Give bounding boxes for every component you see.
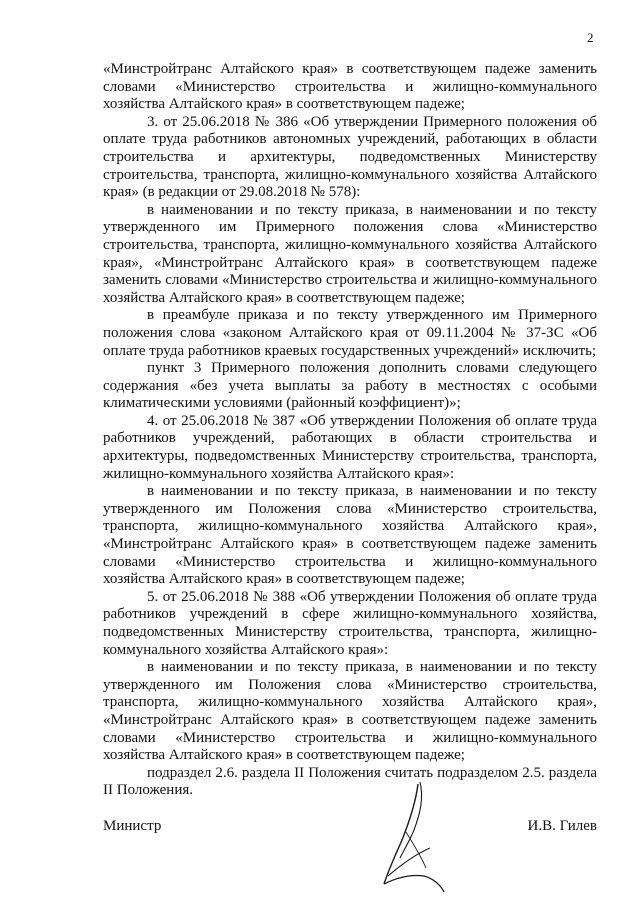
paragraph-item-3-preamble: в преамбуле приказа и по тексту утвержденного им Примерного положения слова «законом Алтайского края от 09.11.2004 № 37-ЗС «Об оплате труда работников краевых государственных учреждений» исключить; [103,307,597,359]
handwritten-signature [380,780,450,900]
paragraph-item-5-rename: в наименовании и по тексту приказа, в наименовании и по тексту утвержденного им Положения слова «Министерство строительства, транспорта, жилищно-коммунального хозяйства Алтайского края», «Минстройтранс Алтайского края» в соответствующем падеже заменить словами «Министерство строительства и жилищно-коммунального хозяйства Алтайского края» в соответствующем падеже; [103,659,597,764]
paragraph-item-3-rename: в наименовании и по тексту приказа, в наименовании и по тексту утвержденного им Примерного положения слова «Министерство строительства, транспорта, жилищно-коммунального хозяйства Алтайского края», «Минстройтранс Алтайского края» в соответствующем падеже заменить словами «Министерство строительства и жилищно-коммунального хозяйства Алтайского края» в соответствующем падеже; [103,201,597,306]
signatory-title: Министр [103,818,162,834]
paragraph-item-4-rename: в наименовании и по тексту приказа, в наименовании и по тексту утвержденного им Положения слова «Министерство строительства, транспорта, жилищно-коммунального хозяйства Алтайского края», «Минстройтранс Алтайского края» в соответствующем падеже заменить словами «Министерство строительства и жилищно-коммунального хозяйства Алтайского края» в соответствующем падеже; [103,483,597,588]
signatory-name: И.В. Гилев [527,818,597,834]
document-body [103,61,597,800]
paragraph-continuation: «Минстройтранс Алтайского края» в соответствующем падеже заменить словами «Министерство строительства и жилищно-коммунального хозяйства Алтайского края» в соответствующем падеже; [103,61,597,113]
page-number: 2 [587,30,594,45]
paragraph-item-3-point3: пункт 3 Примерного положения дополнить словами следующего содержания «без учета выплаты за работу в местностях с особыми климатическими условиями (районный коэффициент)»; [103,360,597,412]
paragraph-item-5-subsection: подраздел 2.6. раздела II Положения считать подразделом 2.5. раздела II Положения. [103,764,597,799]
paragraph-item-3: 3. от 25.06.2018 № 386 «Об утверждении Примерного положения об оплате труда работников автономных учреждений, работающих в области строительства и архитектуры, подведомственных Министерству строительства, транспорта, жилищно-коммунального хозяйства Алтайского края» (в редакции от 29.08.2018 № 578): [103,113,597,201]
paragraph-item-4: 4. от 25.06.2018 № 387 «Об утверждении Положения об оплате труда работников учреждений, работающих в области строительства и архитектуры, подведомственных Министерству строительства, транспорта, жилищно-коммунального хозяйства Алтайского края»: [103,412,597,482]
paragraph-item-5: 5. от 25.06.2018 № 388 «Об утверждении Положения об оплате труда работников учреждений в сфере жилищно-коммунального хозяйства, подведомственных Министерству строительства, транспорта, жилищно-коммунального хозяйства Алтайского края»: [103,588,597,658]
